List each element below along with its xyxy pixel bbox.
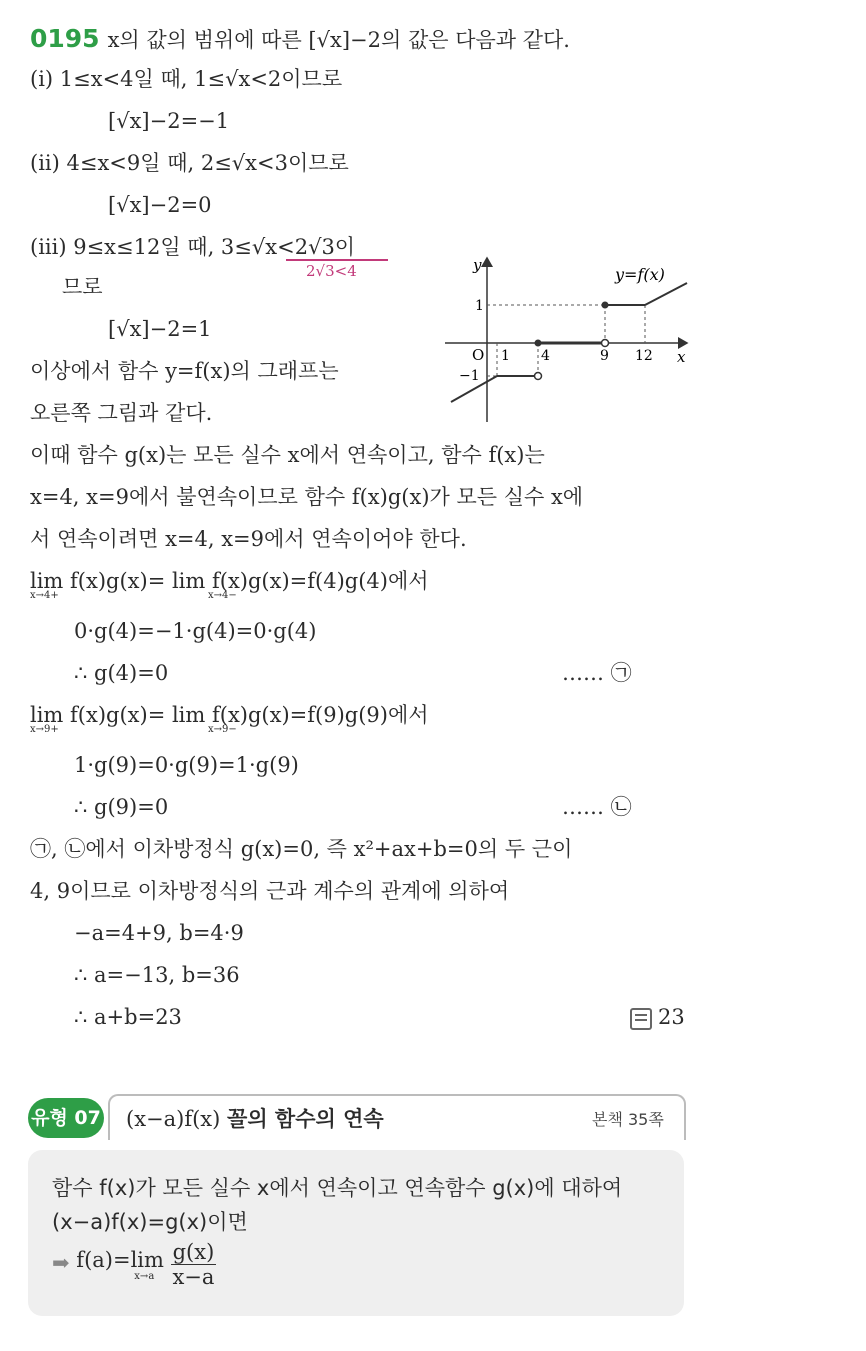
type-reference: 본책 35쪽: [592, 1110, 664, 1129]
type-badge: 유형 07: [28, 1098, 104, 1138]
formula-fraction: [171, 1240, 217, 1289]
graph-intro-2: 오른쪽 그림과 같다.: [30, 401, 213, 425]
lim-sub-9m: x→9−: [208, 724, 237, 735]
answer-icon: [630, 1008, 652, 1030]
case-1: (i) 1≤x<4일 때, 1≤√x<2이므로: [30, 67, 343, 91]
limit-eq-4: lim f(x)g(x)= lim f(x)g(x)=f(4)g(4)에서: [30, 569, 429, 593]
sum-ab: ∴ a+b=23: [74, 1005, 182, 1029]
case-1-result: [√x]−2=−1: [108, 109, 230, 133]
axis-x-label: x: [677, 348, 686, 366]
open-point-9: [602, 340, 609, 347]
piece-right: [645, 283, 687, 305]
continuity-1: 이때 함수 g(x)는 모든 실수 x에서 연속이고, 함수 f(x)는: [30, 443, 545, 467]
step-function-graph: [445, 250, 695, 430]
formula-denominator: x−a: [172, 1265, 215, 1289]
limit-eq-9: lim f(x)g(x)= lim f(x)g(x)=f(9)g(9)에서: [30, 703, 429, 727]
formula-numerator: g(x): [172, 1240, 215, 1264]
origin-label: O: [472, 346, 485, 364]
case-3: (iii) 9≤x≤12일 때, 3≤√x<2√3이: [30, 235, 356, 259]
answer: [630, 1002, 685, 1032]
x-tick-9: 9: [600, 348, 609, 364]
lim-sub-4p: x→4+: [30, 590, 59, 601]
lim-sub-4m: x→4−: [208, 590, 237, 601]
case-3-cont: 므로: [62, 275, 103, 299]
quadratic-1: ㉠, ㉡에서 이차방정식 g(x)=0, 즉 x²+ax+b=0의 두 근이: [30, 837, 573, 861]
y-tick-1: 1: [475, 298, 484, 314]
y-tick-m1: −1: [459, 368, 480, 384]
vieta: −a=4+9, b=4·9: [74, 921, 244, 945]
curve-label: y=f(x): [615, 265, 665, 284]
problem-number: 0195: [30, 24, 100, 53]
case-2-result: [√x]−2=0: [108, 193, 212, 217]
mark-2: …… ㉡: [562, 795, 632, 819]
type-title: [126, 1103, 384, 1133]
quadratic-2: 4, 9이므로 이차방정식의 근과 계수의 관계에 의하여: [30, 879, 510, 903]
continuity-3: 서 연속이려면 x=4, x=9에서 연속이어야 한다.: [30, 527, 467, 551]
x-tick-4: 4: [541, 348, 550, 364]
eq-g9: 1·g(9)=0·g(9)=1·g(9): [74, 753, 299, 777]
lim-sub-9p: x→9+: [30, 724, 59, 735]
summary-formula: [52, 1240, 216, 1289]
continuity-2: x=4, x=9에서 불연속이므로 함수 f(x)g(x)가 모든 실수 x에: [30, 485, 584, 509]
open-point-4: [535, 373, 542, 380]
graph-intro-1: 이상에서 함수 y=f(x)의 그래프는: [30, 359, 339, 383]
problem-intro: x의 값의 범위에 따른 [√x]−2의 값은 다음과 같다.: [107, 28, 570, 52]
case-3-result: [√x]−2=1: [108, 317, 212, 341]
axis-y-label: y: [473, 256, 482, 274]
mark-1: …… ㉠: [562, 661, 632, 685]
problem-header: [30, 24, 570, 55]
note-underline: [286, 259, 388, 261]
closed-point-9: [602, 302, 609, 309]
result-g9: ∴ g(9)=0: [74, 795, 169, 819]
arrow-icon: ➡: [52, 1251, 70, 1275]
eq-g4: 0·g(4)=−1·g(4)=0·g(4): [74, 619, 317, 643]
summary-line-1: 함수 f(x)가 모든 실수 x에서 연속이고 연속함수 g(x)에 대하여: [52, 1176, 623, 1200]
values-ab: ∴ a=−13, b=36: [74, 963, 240, 987]
side-note: 2√3<4: [306, 262, 357, 280]
x-tick-12: 12: [635, 348, 653, 364]
formula-sub: x→a: [134, 1270, 155, 1282]
formula-lhs: f(a)=lim: [76, 1247, 164, 1272]
closed-point-4: [535, 340, 542, 347]
type-title-math: (x−a)f(x): [126, 1107, 221, 1131]
x-tick-1: 1: [501, 348, 510, 364]
summary-line-2: (x−a)f(x)=g(x)이면: [52, 1210, 248, 1234]
case-2: (ii) 4≤x<9일 때, 2≤√x<3이므로: [30, 151, 349, 175]
result-g4: ∴ g(4)=0: [74, 661, 169, 685]
answer-value: 23: [658, 1005, 685, 1029]
type-title-text: 꼴의 함수의 연속: [227, 1107, 384, 1131]
